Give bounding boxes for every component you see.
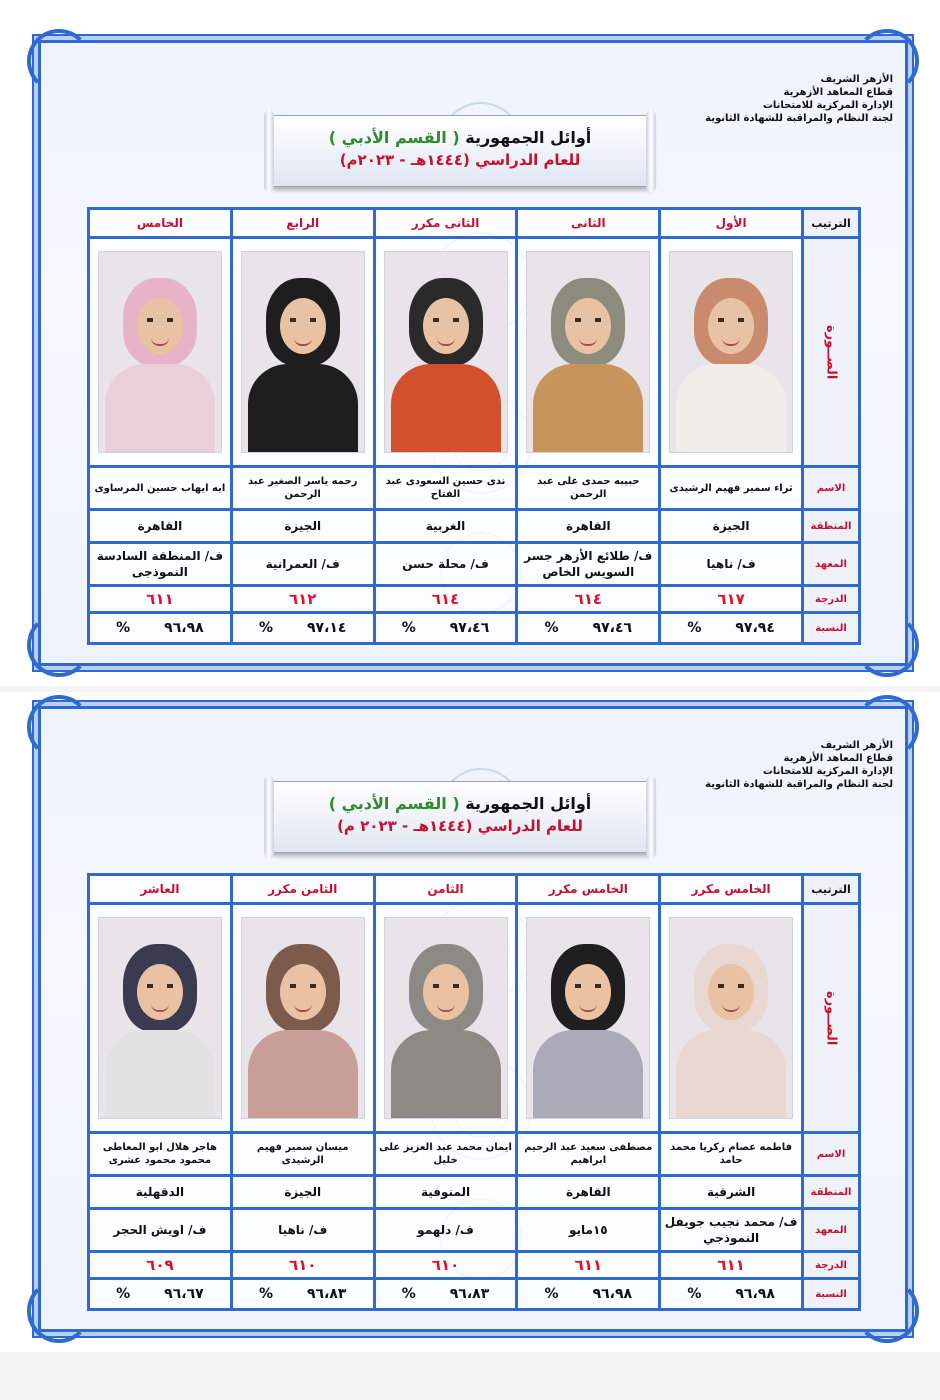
student-name: ايه ايهاب حسين المرساوى bbox=[89, 467, 232, 510]
institute-row bbox=[89, 1209, 860, 1252]
percent-value: ٩٧،٤٦ bbox=[449, 620, 490, 636]
student-percent bbox=[231, 1279, 374, 1310]
rank-cell: الثامن bbox=[374, 875, 517, 904]
region-label: المنطقة bbox=[803, 1176, 860, 1209]
student-region: القاهرة bbox=[89, 510, 232, 543]
header-line: لجنة النظام والمراقبة للشهادة الثانوية bbox=[705, 779, 893, 790]
percent-sign: % bbox=[116, 620, 131, 636]
student-photo bbox=[241, 917, 365, 1119]
rank-cell: الخامس مكرر bbox=[660, 875, 803, 904]
percent-value: ٩٧،٩٤ bbox=[735, 620, 775, 636]
percent-sign: % bbox=[687, 620, 702, 636]
header-line: قطاع المعاهد الأزهرية bbox=[783, 753, 893, 764]
student-percent bbox=[374, 1279, 517, 1310]
student-region: الجيزة bbox=[231, 510, 374, 543]
photo-cell bbox=[231, 238, 374, 467]
rank-label: الترتيب bbox=[803, 875, 860, 904]
score-label: الدرجة bbox=[803, 1252, 860, 1279]
student-name: ايمان محمد عبد العزيز على خليل bbox=[374, 1133, 517, 1176]
photo-cell bbox=[517, 238, 660, 467]
institute-label: المعهد bbox=[803, 543, 860, 586]
student-photo bbox=[241, 251, 365, 453]
title-prefix: أوائل الجمهورية bbox=[465, 128, 592, 147]
rank-cell: الخامس bbox=[89, 209, 232, 238]
percent-value: ٩٧،٤٦ bbox=[592, 620, 633, 636]
rank-cell: الأول bbox=[660, 209, 803, 238]
student-institute: ف/ ناهيا bbox=[231, 1209, 374, 1252]
student-name: حبيبه حمدى على عبد الرحمن bbox=[517, 467, 660, 510]
region-row bbox=[89, 1176, 860, 1209]
header-line: قطاع المعاهد الأزهرية bbox=[783, 87, 893, 98]
photo-cell bbox=[374, 238, 517, 467]
student-institute: ف/ المنطقة السادسة النموذجى bbox=[89, 543, 232, 586]
percent-sign: % bbox=[401, 1286, 416, 1302]
student-name: مصطفى سعيد عبد الرحيم ابراهيم bbox=[517, 1133, 660, 1176]
student-name: رحمه ياسر الصغير عبد الرحمن bbox=[231, 467, 374, 510]
student-photo bbox=[384, 917, 508, 1119]
corner-ornament-icon bbox=[27, 1279, 91, 1343]
student-percent bbox=[89, 613, 232, 644]
percent-sign: % bbox=[544, 1286, 559, 1302]
student-photo bbox=[98, 251, 222, 453]
student-region: الدقهلية bbox=[89, 1176, 232, 1209]
name-label: الاسم bbox=[803, 1133, 860, 1176]
title-scroll bbox=[269, 781, 651, 853]
percent-sign: % bbox=[544, 620, 559, 636]
student-name: فاطمه عصام زكريا محمد حامد bbox=[660, 1133, 803, 1176]
photo-cell bbox=[660, 238, 803, 467]
rank-cell: الرابع bbox=[231, 209, 374, 238]
name-row bbox=[89, 1133, 860, 1176]
photo-cell bbox=[660, 904, 803, 1133]
percent-label: النسبة bbox=[803, 613, 860, 644]
student-score: ٦١١ bbox=[660, 1252, 803, 1279]
photo-cell bbox=[89, 238, 232, 467]
student-score: ٦٠٩ bbox=[89, 1252, 232, 1279]
photo-cell bbox=[231, 904, 374, 1133]
student-photo bbox=[526, 251, 650, 453]
title-department: ( القسم الأدبي ) bbox=[328, 794, 460, 813]
percent-value: ٩٦،٩٨ bbox=[592, 1286, 633, 1302]
student-score: ٦١٤ bbox=[517, 586, 660, 613]
region-label: المنطقة bbox=[803, 510, 860, 543]
name-label: الاسم bbox=[803, 467, 860, 510]
photo-cell bbox=[517, 904, 660, 1133]
corner-ornament-icon bbox=[27, 695, 91, 759]
student-photo bbox=[98, 917, 222, 1119]
rank-label: الترتيب bbox=[803, 209, 860, 238]
student-region: القاهرة bbox=[517, 510, 660, 543]
page-subtitle: للعام الدراسي (١٤٤٤هـ - ٢٠٢٣م) bbox=[339, 151, 581, 169]
student-institute: ف/ طلائع الأزهر جسر السويس الخاص bbox=[517, 543, 660, 586]
percent-value: ٩٦،٦٧ bbox=[164, 1286, 204, 1302]
header-line: لجنة النظام والمراقبة للشهادة الثانوية bbox=[705, 113, 893, 124]
rank-row bbox=[89, 875, 860, 904]
corner-ornament-icon bbox=[27, 613, 91, 677]
student-name: ندى حسين السعودى عبد الفتاح bbox=[374, 467, 517, 510]
top-strip bbox=[0, 0, 940, 26]
title-department: ( القسم الأدبي ) bbox=[328, 128, 460, 147]
page-title bbox=[270, 128, 650, 147]
student-score: ٦١٢ bbox=[231, 586, 374, 613]
photo-cell bbox=[89, 904, 232, 1133]
percent-sign: % bbox=[687, 1286, 702, 1302]
corner-ornament-icon bbox=[855, 613, 919, 677]
photo-cell bbox=[374, 904, 517, 1133]
results-table bbox=[87, 207, 861, 645]
photo-label: الصــورة bbox=[803, 904, 860, 1133]
region-row bbox=[89, 510, 860, 543]
student-photo bbox=[526, 917, 650, 1119]
rank-row bbox=[89, 209, 860, 238]
student-percent bbox=[660, 613, 803, 644]
decorative-frame bbox=[38, 706, 908, 1332]
percent-sign: % bbox=[258, 1286, 273, 1302]
institute-row bbox=[89, 543, 860, 586]
student-score: ٦١١ bbox=[517, 1252, 660, 1279]
student-photo bbox=[669, 251, 793, 453]
student-percent bbox=[231, 613, 374, 644]
student-name: ميسان سمير فهيم الرشيدى bbox=[231, 1133, 374, 1176]
student-percent bbox=[517, 613, 660, 644]
student-photo bbox=[669, 917, 793, 1119]
percent-value: ٩٦،٩٨ bbox=[735, 1286, 775, 1302]
photo-label: الصــورة bbox=[803, 238, 860, 467]
student-region: الغربية bbox=[374, 510, 517, 543]
percent-value: ٩٧،١٤ bbox=[306, 620, 347, 636]
institution-header bbox=[673, 739, 893, 791]
header-line: الإدارة المركزية للامتحانات bbox=[762, 100, 893, 111]
name-row bbox=[89, 467, 860, 510]
student-institute: ف/ محمد نجيب جويفل النموذجي bbox=[660, 1209, 803, 1252]
rank-cell: العاشر bbox=[89, 875, 232, 904]
student-region: المنوفية bbox=[374, 1176, 517, 1209]
student-percent bbox=[660, 1279, 803, 1310]
student-institute: ف/ محلة حسن bbox=[374, 543, 517, 586]
student-score: ٦١٠ bbox=[231, 1252, 374, 1279]
title-scroll bbox=[269, 115, 651, 187]
percent-value: ٩٦،٨٣ bbox=[449, 1286, 490, 1302]
student-institute: ف/ اويش الحجر bbox=[89, 1209, 232, 1252]
percent-row bbox=[89, 1279, 860, 1310]
institute-label: المعهد bbox=[803, 1209, 860, 1252]
student-region: الجيزة bbox=[231, 1176, 374, 1209]
student-region: القاهرة bbox=[517, 1176, 660, 1209]
student-percent bbox=[374, 613, 517, 644]
page-title bbox=[270, 794, 650, 813]
percent-label: النسبة bbox=[803, 1279, 860, 1310]
decorative-frame bbox=[38, 40, 908, 666]
header-line: الأزهر الشريف bbox=[820, 74, 893, 85]
student-region: الجيزة bbox=[660, 510, 803, 543]
rank-cell: الخامس مكرر bbox=[517, 875, 660, 904]
photo-row bbox=[89, 238, 860, 467]
results-sheet-1 bbox=[0, 26, 940, 686]
student-name: هاجر هلال ابو المعاطى محمود محمود عشرى bbox=[89, 1133, 232, 1176]
percent-sign: % bbox=[401, 620, 416, 636]
institution-header bbox=[673, 73, 893, 125]
percent-row bbox=[89, 613, 860, 644]
student-percent bbox=[517, 1279, 660, 1310]
score-row bbox=[89, 1252, 860, 1279]
percent-value: ٩٦،٨٣ bbox=[306, 1286, 347, 1302]
rank-cell: الثامن مكرر bbox=[231, 875, 374, 904]
percent-sign: % bbox=[258, 620, 273, 636]
title-prefix: أوائل الجمهورية bbox=[465, 794, 592, 813]
results-table bbox=[87, 873, 861, 1311]
student-photo bbox=[384, 251, 508, 453]
corner-ornament-icon bbox=[855, 1279, 919, 1343]
percent-value: ٩٦،٩٨ bbox=[164, 620, 204, 636]
page-subtitle: للعام الدراسي (١٤٤٤هـ - ٢٠٢٣ م) bbox=[337, 817, 583, 835]
rank-cell: الثانى bbox=[517, 209, 660, 238]
student-percent bbox=[89, 1279, 232, 1310]
student-score: ٦١١ bbox=[89, 586, 232, 613]
score-row bbox=[89, 586, 860, 613]
student-institute: ف/ دلهمو bbox=[374, 1209, 517, 1252]
student-score: ٦١٠ bbox=[374, 1252, 517, 1279]
score-label: الدرجة bbox=[803, 586, 860, 613]
student-score: ٦١٧ bbox=[660, 586, 803, 613]
corner-ornament-icon bbox=[27, 29, 91, 93]
student-institute: ١٥مايو bbox=[517, 1209, 660, 1252]
student-institute: ف/ العمرانية bbox=[231, 543, 374, 586]
student-name: ثراء سمير فهيم الرشيدى bbox=[660, 467, 803, 510]
student-institute: ف/ ناهيا bbox=[660, 543, 803, 586]
rank-cell: الثانى مكرر bbox=[374, 209, 517, 238]
header-line: الأزهر الشريف bbox=[820, 740, 893, 751]
photo-row bbox=[89, 904, 860, 1133]
results-sheet-2 bbox=[0, 692, 940, 1352]
student-region: الشرقية bbox=[660, 1176, 803, 1209]
percent-sign: % bbox=[116, 1286, 131, 1302]
student-score: ٦١٤ bbox=[374, 586, 517, 613]
header-line: الإدارة المركزية للامتحانات bbox=[762, 766, 893, 777]
